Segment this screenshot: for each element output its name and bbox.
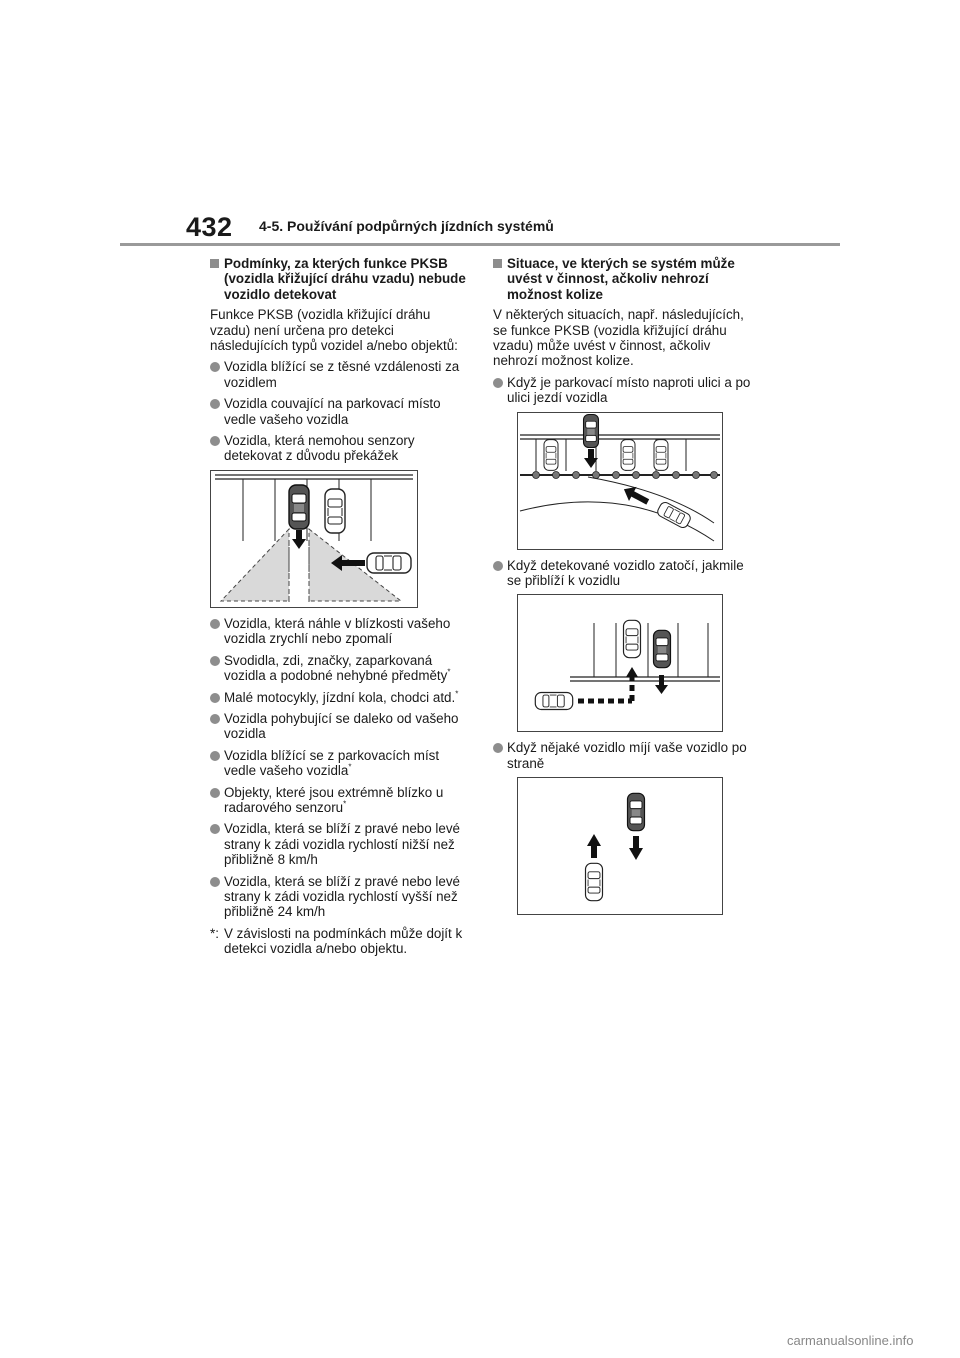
list-item: Vozidla, která náhle v blízkosti vašeho vozidla zrychlí nebo zpomalí [210, 616, 468, 647]
round-bullet-icon [210, 399, 220, 409]
round-bullet-icon [210, 824, 220, 834]
right-heading-text: Situace, ve kterých se systém může uvést v činnost, ačkoliv nehrozí možnost kolize [507, 256, 735, 302]
arrow-icon [629, 836, 643, 860]
car-icon [586, 864, 603, 901]
footnote-text: V závislosti na podmínkách může dojít k detekci vozidla a/nebo objektu. [224, 925, 463, 957]
square-bullet-icon [493, 259, 502, 268]
watermark: carmanualsonline.info [787, 1333, 914, 1348]
list-item: Vozidla pohybující se daleko od vašeho vozidla [210, 711, 468, 742]
round-bullet-icon [210, 436, 220, 446]
left-column [210, 256, 468, 957]
chapter-title: 4-5. Používání podpůrných jízdních systémů [259, 218, 554, 234]
round-bullet-icon [210, 656, 220, 666]
right-intro: V některých situacích, např. následujících, se funkce PKSB (vozidla křižující dráhu vzadu) může uvést v činnost, ačkoliv nehrozí možnost kolize. [493, 307, 744, 369]
arrow-icon [626, 667, 638, 677]
car-icon [535, 693, 572, 710]
page-number: 432 [186, 212, 233, 242]
arrow-icon [655, 675, 668, 694]
car-icon [628, 794, 645, 831]
round-bullet-icon [210, 362, 220, 372]
car-icon [621, 439, 635, 470]
car-icon [656, 500, 692, 529]
figure-vehicle-passing [517, 777, 723, 915]
list-item: Malé motocykly, jízdní kola, chodci atd.* [210, 690, 468, 705]
round-bullet-icon [210, 619, 220, 629]
right-section-heading [493, 256, 751, 302]
arrow-icon [292, 530, 306, 549]
list-item: Vozidla blížící se z těsné vzdálenosti za vozidlem [210, 359, 468, 390]
list-item: Vozidla, která nemohou senzory detekovat z důvodu překážek [210, 433, 468, 464]
round-bullet-icon [210, 877, 220, 887]
list-item: Vozidla blížící se z parkovacích míst vedle vašeho vozidla* [210, 748, 468, 779]
car-icon [654, 439, 668, 470]
round-bullet-icon [493, 743, 503, 753]
footnote [210, 926, 468, 957]
figure-vehicle-turning [517, 594, 723, 732]
list-item: Když detekované vozidlo zatočí, jakmile se přiblíží k vozidlu [493, 558, 751, 589]
list-item: Svodidla, zdi, značky, zaparkovaná vozidla a podobné nehybné předměty* [210, 653, 468, 684]
square-bullet-icon [210, 259, 219, 268]
car-icon [584, 414, 599, 447]
round-bullet-icon [493, 561, 503, 571]
car-icon [367, 553, 411, 573]
list-item: Když je parkovací místo naproti ulici a po ulici jezdí vozidla [493, 375, 751, 406]
car-icon [289, 485, 309, 529]
left-intro: Funkce PKSB (vozidla křižující dráhu vzadu) není určena pro detekci následujících typů vozidel a/nebo objektů: [210, 307, 458, 354]
header-rule [120, 243, 840, 246]
car-icon [325, 489, 345, 533]
list-item: Vozidla couvající na parkovací místo vedle vašeho vozidla [210, 396, 468, 427]
round-bullet-icon [210, 788, 220, 798]
footnote-marker: *: [210, 925, 219, 941]
round-bullet-icon [210, 714, 220, 724]
left-section-heading [210, 256, 468, 302]
arrow-icon [587, 834, 601, 858]
figure-parking-across-street [517, 412, 723, 550]
list-item: Vozidla, která se blíží z pravé nebo levé strany k zádi vozidla rychlostí vyšší než přibližně 24 km/h [210, 874, 468, 920]
round-bullet-icon [493, 378, 503, 388]
right-column [493, 256, 751, 923]
list-item: Vozidla, která se blíží z pravé nebo levé strany k zádi vozidla rychlostí nižší než přibližně 8 km/h [210, 821, 468, 867]
list-item: Když nějaké vozidlo míjí vaše vozidlo po straně [493, 740, 751, 771]
car-icon [544, 439, 558, 470]
left-heading-text: Podmínky, za kterých funkce PKSB (vozidla křižující dráhu vzadu) nebude vozidlo detekovat [224, 256, 466, 302]
round-bullet-icon [210, 693, 220, 703]
car-icon [654, 631, 671, 668]
car-icon [624, 621, 641, 658]
list-item: Objekty, které jsou extrémně blízko u radarového senzoru* [210, 785, 468, 816]
round-bullet-icon [210, 751, 220, 761]
figure-obstructed-sensors [210, 470, 418, 608]
